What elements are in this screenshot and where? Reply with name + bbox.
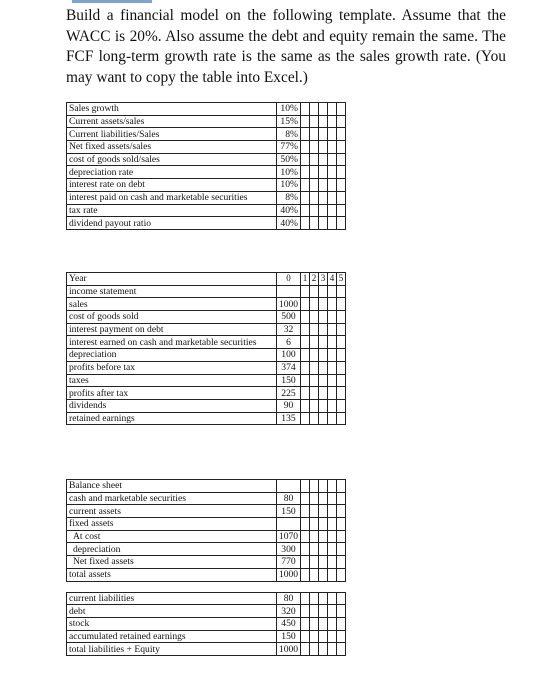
year-5-cell <box>337 568 346 581</box>
year-4-cell <box>328 336 337 349</box>
year-0-value: 10% <box>277 179 301 192</box>
table-row <box>67 568 346 581</box>
row-label: tax rate <box>67 204 277 217</box>
year-0-value: 32 <box>277 323 301 336</box>
row-label: fixed assets <box>67 518 277 531</box>
row-label: interest paid on cash and marketable securities <box>67 191 277 204</box>
year-1-cell <box>301 387 310 400</box>
year-1-cell <box>301 361 310 374</box>
year-5-cell <box>337 166 346 179</box>
year-3-cell <box>319 204 328 217</box>
year-3-cell <box>319 128 328 141</box>
year-2-cell <box>310 374 319 387</box>
row-label: cost of goods sold <box>67 311 277 324</box>
row-label: At cost <box>67 530 277 543</box>
year-2-cell <box>310 480 319 493</box>
year-5-cell <box>337 153 346 166</box>
year-0-value: 8% <box>277 128 301 141</box>
year-0-value: 100 <box>277 349 301 362</box>
year-1-cell <box>301 530 310 543</box>
year-1-cell <box>301 505 310 518</box>
year-2-cell <box>310 217 319 230</box>
year-3-cell <box>319 179 328 192</box>
year-2-cell <box>310 605 319 618</box>
year-2-cell <box>310 103 319 116</box>
assumptions-table <box>66 102 346 230</box>
year-0-value: 77% <box>277 141 301 154</box>
year-0-value <box>277 285 301 298</box>
year-0-value: 300 <box>277 543 301 556</box>
year-1-cell <box>301 630 310 643</box>
year-2-cell <box>310 336 319 349</box>
year-0-value <box>277 480 301 493</box>
row-label: Sales growth <box>67 103 277 116</box>
year-0-value: 500 <box>277 311 301 324</box>
year-4-cell <box>328 630 337 643</box>
year-2-cell <box>310 568 319 581</box>
row-label: depreciation rate <box>67 166 277 179</box>
year-1-cell <box>301 518 310 531</box>
year-4-cell <box>328 141 337 154</box>
year-5-cell <box>337 399 346 412</box>
year-5-cell <box>337 630 346 643</box>
year-1-cell <box>301 103 310 116</box>
table-row <box>67 605 346 618</box>
year-3-cell <box>319 592 328 605</box>
year-0-value: 150 <box>277 630 301 643</box>
year-4-cell <box>328 179 337 192</box>
year-0-value: 450 <box>277 617 301 630</box>
year-3-cell <box>319 412 328 425</box>
year-4-cell <box>328 568 337 581</box>
spacer-cell <box>67 581 346 592</box>
table-row <box>67 298 346 311</box>
year-4-cell <box>328 217 337 230</box>
row-label: depreciation <box>67 349 277 362</box>
year-1-cell <box>301 285 310 298</box>
year-5-cell <box>337 349 346 362</box>
year-5-cell <box>337 217 346 230</box>
year-5-cell <box>337 605 346 618</box>
year-2-cell <box>310 153 319 166</box>
year-0-value: 770 <box>277 556 301 569</box>
year-2-cell <box>310 412 319 425</box>
year-1-cell <box>301 191 310 204</box>
year-0-value: 1000 <box>277 568 301 581</box>
year-2-cell <box>310 323 319 336</box>
year-4-cell <box>328 530 337 543</box>
year-0-value: 150 <box>277 505 301 518</box>
year-3-cell <box>319 643 328 656</box>
year-1-cell <box>301 556 310 569</box>
year-0-value: 374 <box>277 361 301 374</box>
year-0-value: 1000 <box>277 298 301 311</box>
year-1-cell <box>301 115 310 128</box>
year-2-cell <box>310 349 319 362</box>
year-label: Year <box>67 273 277 286</box>
table-row <box>67 480 346 493</box>
year-1-cell <box>301 311 310 324</box>
year-1-cell <box>301 617 310 630</box>
row-label: Balance sheet <box>67 480 277 493</box>
table-row <box>67 166 346 179</box>
year-5-cell <box>337 103 346 116</box>
year-5-cell <box>337 617 346 630</box>
year-0-value: 40% <box>277 217 301 230</box>
year-2-cell <box>310 115 319 128</box>
year-2-cell <box>310 179 319 192</box>
year-3-cell <box>319 191 328 204</box>
year-0-value: 90 <box>277 399 301 412</box>
row-label: current liabilities <box>67 592 277 605</box>
year-5-cell <box>337 592 346 605</box>
year-3-cell <box>319 166 328 179</box>
row-label: income statement <box>67 285 277 298</box>
year-0-value: 8% <box>277 191 301 204</box>
year-1-cell <box>301 166 310 179</box>
year-4-cell <box>328 115 337 128</box>
year-2-cell <box>310 166 319 179</box>
year-0-value: 15% <box>277 115 301 128</box>
table-row <box>67 311 346 324</box>
row-label: accumulated retained earnings <box>67 630 277 643</box>
year-4-cell <box>328 617 337 630</box>
table-row <box>67 179 346 192</box>
row-label: profits after tax <box>67 387 277 400</box>
year-5-cell <box>337 311 346 324</box>
table-row <box>67 336 346 349</box>
problem-statement: Build a financial model on the following template. Assume that the WACC is 20%. Also assume the debt and equity remain the same. The FCF long-term growth rate is the same as the sales growth rate. (You may want to copy the table into Excel.) <box>66 7 506 86</box>
table-row <box>67 361 346 374</box>
row-label: taxes <box>67 374 277 387</box>
row-label: Current liabilities/Sales <box>67 128 277 141</box>
year-3-cell <box>319 298 328 311</box>
year-3-cell <box>319 285 328 298</box>
year-1-cell <box>301 323 310 336</box>
year-0-header: 0 <box>277 273 301 286</box>
row-label: profits before tax <box>67 361 277 374</box>
year-4-cell <box>328 298 337 311</box>
year-1-cell <box>301 153 310 166</box>
year-4-cell <box>328 518 337 531</box>
year-4-header: 4 <box>328 273 337 286</box>
top-accent-line <box>72 0 152 3</box>
year-0-value: 10% <box>277 166 301 179</box>
table-row <box>67 374 346 387</box>
year-0-value: 150 <box>277 374 301 387</box>
year-3-cell <box>319 323 328 336</box>
table-row <box>67 643 346 656</box>
year-4-cell <box>328 592 337 605</box>
year-1-cell <box>301 179 310 192</box>
year-4-cell <box>328 387 337 400</box>
table-row <box>67 153 346 166</box>
table-row <box>67 505 346 518</box>
row-label: interest payment on debt <box>67 323 277 336</box>
row-label: total liabilities + Equity <box>67 643 277 656</box>
year-0-value: 1000 <box>277 643 301 656</box>
year-0-value: 1070 <box>277 530 301 543</box>
year-4-cell <box>328 166 337 179</box>
year-4-cell <box>328 492 337 505</box>
row-label: total assets <box>67 568 277 581</box>
year-2-cell <box>310 518 319 531</box>
year-3-cell <box>319 568 328 581</box>
year-3-cell <box>319 349 328 362</box>
table-row <box>67 617 346 630</box>
year-4-cell <box>328 361 337 374</box>
year-5-cell <box>337 492 346 505</box>
row-label: interest rate on debt <box>67 179 277 192</box>
year-2-cell <box>310 592 319 605</box>
table-row <box>67 323 346 336</box>
year-4-cell <box>328 153 337 166</box>
table-row <box>67 285 346 298</box>
year-1-cell <box>301 204 310 217</box>
year-3-cell <box>319 630 328 643</box>
year-1-cell <box>301 643 310 656</box>
year-3-cell <box>319 399 328 412</box>
year-4-cell <box>328 643 337 656</box>
year-0-value: 10% <box>277 103 301 116</box>
year-3-cell <box>319 115 328 128</box>
year-4-cell <box>328 323 337 336</box>
year-3-cell <box>319 387 328 400</box>
year-3-cell <box>319 543 328 556</box>
year-1-cell <box>301 568 310 581</box>
year-2-cell <box>310 204 319 217</box>
year-4-cell <box>328 191 337 204</box>
table-row <box>67 128 346 141</box>
table-row <box>67 518 346 531</box>
year-5-cell <box>337 643 346 656</box>
year-0-value: 80 <box>277 492 301 505</box>
row-label: Net fixed assets/sales <box>67 141 277 154</box>
year-5-cell <box>337 128 346 141</box>
year-1-header: 1 <box>301 273 310 286</box>
row-label: retained earnings <box>67 412 277 425</box>
table-row <box>67 530 346 543</box>
year-1-cell <box>301 374 310 387</box>
year-1-cell <box>301 298 310 311</box>
year-5-cell <box>337 285 346 298</box>
row-label: cost of goods sold/sales <box>67 153 277 166</box>
year-4-cell <box>328 204 337 217</box>
year-2-cell <box>310 285 319 298</box>
year-5-header: 5 <box>337 273 346 286</box>
year-2-cell <box>310 387 319 400</box>
year-1-cell <box>301 492 310 505</box>
spacer-row <box>67 581 346 592</box>
table-row <box>67 387 346 400</box>
year-2-cell <box>310 141 319 154</box>
year-header-row <box>67 273 346 286</box>
year-2-cell <box>310 556 319 569</box>
row-label: sales <box>67 298 277 311</box>
year-4-cell <box>328 349 337 362</box>
year-5-cell <box>337 204 346 217</box>
income-statement-table <box>66 272 346 425</box>
year-5-cell <box>337 374 346 387</box>
year-5-cell <box>337 298 346 311</box>
year-2-cell <box>310 128 319 141</box>
year-1-cell <box>301 592 310 605</box>
year-2-cell <box>310 492 319 505</box>
row-label: current assets <box>67 505 277 518</box>
year-1-cell <box>301 605 310 618</box>
year-4-cell <box>328 399 337 412</box>
year-5-cell <box>337 336 346 349</box>
year-2-cell <box>310 298 319 311</box>
year-5-cell <box>337 505 346 518</box>
year-4-cell <box>328 556 337 569</box>
row-label: interest earned on cash and marketable securities <box>67 336 277 349</box>
year-4-cell <box>328 285 337 298</box>
year-4-cell <box>328 543 337 556</box>
year-2-cell <box>310 617 319 630</box>
year-3-cell <box>319 361 328 374</box>
row-label: depreciation <box>67 543 277 556</box>
year-2-cell <box>310 630 319 643</box>
year-1-cell <box>301 128 310 141</box>
row-label: stock <box>67 617 277 630</box>
year-5-cell <box>337 480 346 493</box>
year-3-header: 3 <box>319 273 328 286</box>
year-0-value: 320 <box>277 605 301 618</box>
year-0-value: 225 <box>277 387 301 400</box>
year-3-cell <box>319 617 328 630</box>
year-3-cell <box>319 311 328 324</box>
year-1-cell <box>301 336 310 349</box>
table-row <box>67 141 346 154</box>
year-1-cell <box>301 141 310 154</box>
year-0-value <box>277 518 301 531</box>
year-2-cell <box>310 191 319 204</box>
year-3-cell <box>319 556 328 569</box>
table-row <box>67 543 346 556</box>
table-row <box>67 412 346 425</box>
year-3-cell <box>319 217 328 230</box>
year-0-value: 135 <box>277 412 301 425</box>
balance-sheet-table <box>66 479 346 656</box>
table-row <box>67 217 346 230</box>
year-1-cell <box>301 480 310 493</box>
year-1-cell <box>301 349 310 362</box>
table-row <box>67 399 346 412</box>
year-3-cell <box>319 336 328 349</box>
year-4-cell <box>328 505 337 518</box>
year-1-cell <box>301 543 310 556</box>
year-3-cell <box>319 518 328 531</box>
year-3-cell <box>319 605 328 618</box>
year-5-cell <box>337 387 346 400</box>
year-5-cell <box>337 543 346 556</box>
year-2-header: 2 <box>310 273 319 286</box>
year-1-cell <box>301 412 310 425</box>
year-5-cell <box>337 412 346 425</box>
year-5-cell <box>337 361 346 374</box>
year-4-cell <box>328 374 337 387</box>
table-row <box>67 492 346 505</box>
year-4-cell <box>328 412 337 425</box>
year-0-value: 40% <box>277 204 301 217</box>
table-row <box>67 191 346 204</box>
row-label: Net fixed assets <box>67 556 277 569</box>
year-3-cell <box>319 103 328 116</box>
year-5-cell <box>337 191 346 204</box>
year-3-cell <box>319 530 328 543</box>
row-label: dividends <box>67 399 277 412</box>
year-2-cell <box>310 311 319 324</box>
year-4-cell <box>328 128 337 141</box>
year-5-cell <box>337 530 346 543</box>
year-5-cell <box>337 518 346 531</box>
year-0-value: 6 <box>277 336 301 349</box>
year-3-cell <box>319 141 328 154</box>
table-row <box>67 592 346 605</box>
year-0-value: 80 <box>277 592 301 605</box>
year-5-cell <box>337 179 346 192</box>
year-2-cell <box>310 530 319 543</box>
year-3-cell <box>319 153 328 166</box>
year-5-cell <box>337 141 346 154</box>
year-1-cell <box>301 217 310 230</box>
year-3-cell <box>319 492 328 505</box>
table-row <box>67 115 346 128</box>
row-label: Current assets/sales <box>67 115 277 128</box>
table-row <box>67 349 346 362</box>
table-row <box>67 630 346 643</box>
year-4-cell <box>328 311 337 324</box>
year-4-cell <box>328 480 337 493</box>
year-3-cell <box>319 480 328 493</box>
year-1-cell <box>301 399 310 412</box>
year-0-value: 50% <box>277 153 301 166</box>
table-row <box>67 204 346 217</box>
year-2-cell <box>310 505 319 518</box>
year-4-cell <box>328 605 337 618</box>
year-3-cell <box>319 505 328 518</box>
year-5-cell <box>337 323 346 336</box>
year-2-cell <box>310 361 319 374</box>
row-label: debt <box>67 605 277 618</box>
year-2-cell <box>310 643 319 656</box>
year-2-cell <box>310 399 319 412</box>
table-row <box>67 103 346 116</box>
year-2-cell <box>310 543 319 556</box>
year-5-cell <box>337 556 346 569</box>
table-row <box>67 556 346 569</box>
year-3-cell <box>319 374 328 387</box>
year-4-cell <box>328 103 337 116</box>
row-label: cash and marketable securities <box>67 492 277 505</box>
row-label: dividend payout ratio <box>67 217 277 230</box>
year-5-cell <box>337 115 346 128</box>
